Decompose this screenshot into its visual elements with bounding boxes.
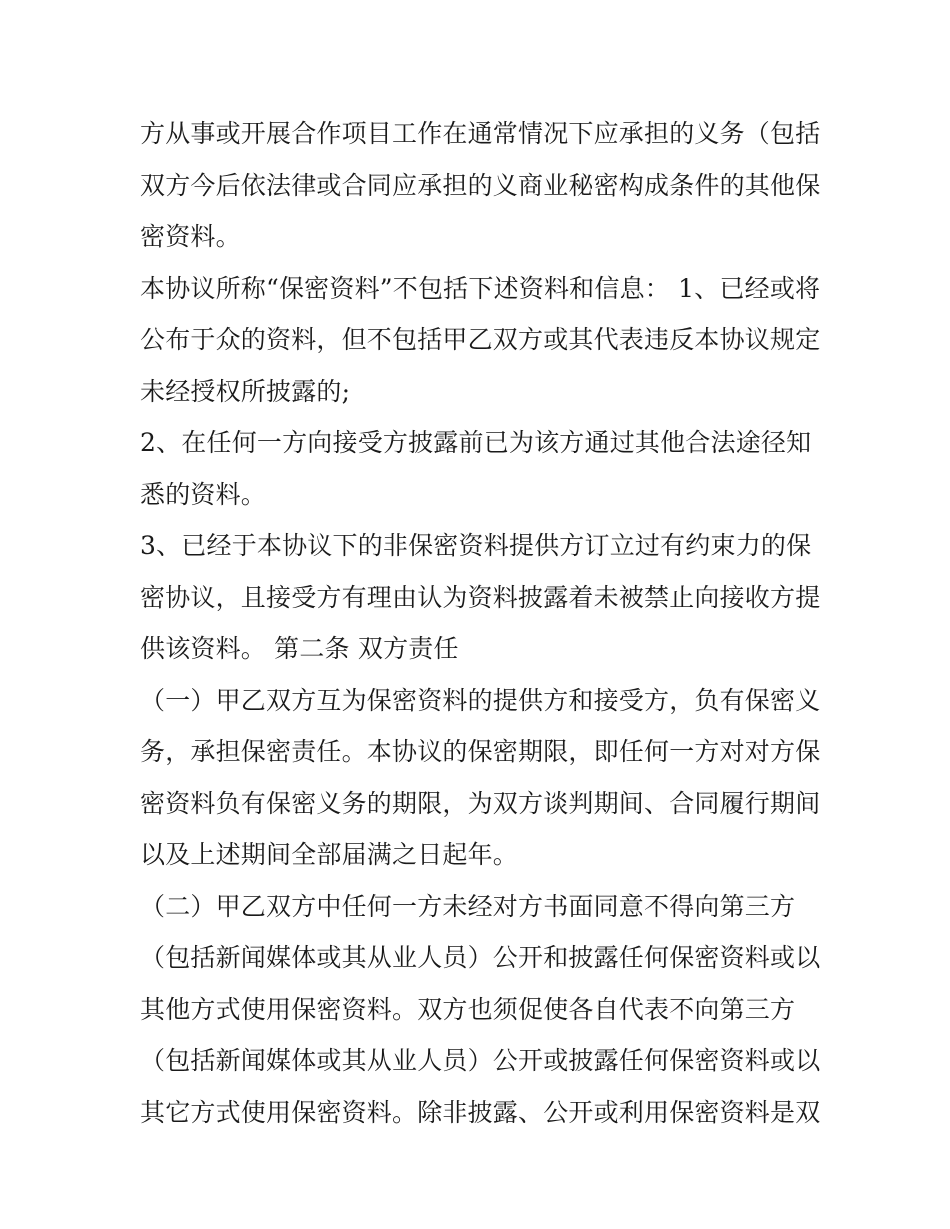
text-line: 密协议，且接受方有理由认为资料披露着未被禁止向接收方提 — [140, 582, 821, 612]
document-body — [140, 108, 820, 1138]
text-line: 密资料负有保密义务的期限，为双方谈判期间、合同履行期间 — [140, 788, 821, 818]
text-line: （二）甲乙双方中任何一方未经对方书面同意不得向第三方 — [140, 891, 796, 921]
text-line: 3、已经于本协议下的非保密资料提供方订立过有约束力的保 — [140, 531, 812, 560]
text-line: 其他方式使用保密资料。双方也须促使各自代表不向第三方 — [140, 994, 796, 1024]
text-line: 2、在任何一方向接受方披露前已为该方通过其他合法途径知 — [140, 428, 812, 457]
text-line: 公布于众的资料，但不包括甲乙双方或其代表违反本协议规定 — [140, 325, 821, 354]
text-line: 供该资料。 第二条 双方责任 — [140, 634, 459, 663]
text-line: 悉的资料。 — [140, 479, 267, 509]
text-line: 务，承担保密责任。本协议的保密期限，即任何一方对对方保 — [140, 737, 821, 766]
text-line: 双方今后依法律或合同应承担的义商业秘密构成条件的其他保 — [140, 170, 821, 200]
text-line: 本协议所称“保密资料”不包括下述资料和信息： 1、已经或将 — [140, 273, 821, 303]
text-line: 其它方式使用保密资料。除非披露、公开或利用保密资料是双 — [140, 1097, 821, 1127]
text-line: （一）甲乙双方互为保密资料的提供方和接受方，负有保密义 — [140, 685, 821, 715]
text-line: （包括新闻媒体或其从业人员）公开或披露任何保密资料或以 — [140, 1046, 821, 1075]
text-line: 未经授权所披露的; — [140, 376, 351, 406]
text-line: 密资料。 — [140, 222, 241, 251]
text-line: 以及上述期间全部届满之日起年。 — [140, 840, 519, 869]
text-line: （包括新闻媒体或其从业人员）公开和披露任何保密资料或以 — [140, 943, 821, 972]
text-line: 方从事或开展合作项目工作在通常情况下应承担的义务（包括 — [140, 119, 821, 148]
